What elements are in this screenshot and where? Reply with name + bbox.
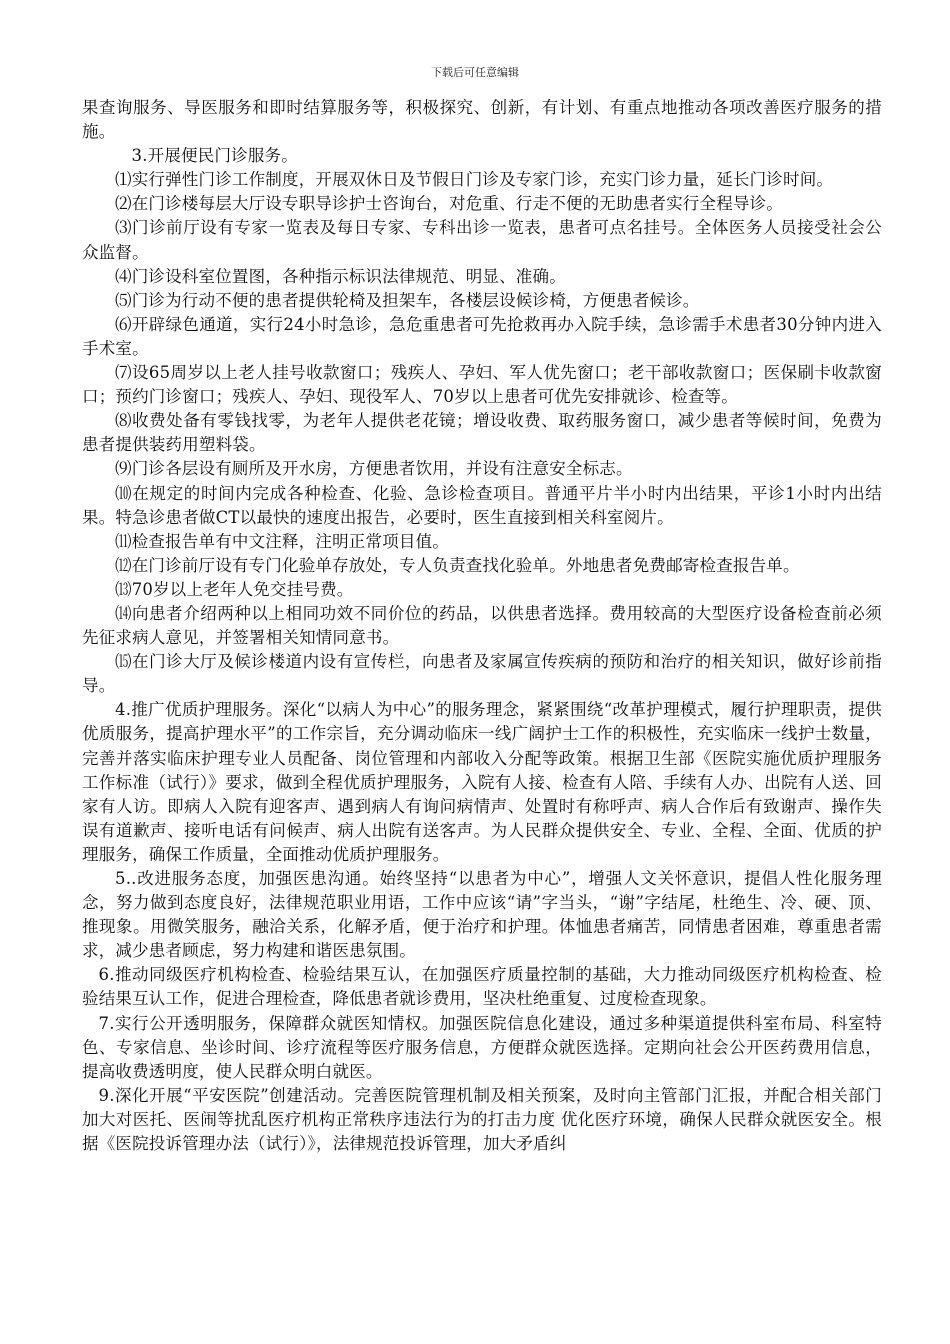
list-item: ⑿在门诊前厅设有专门化验单存放处，专人负责查找化验单。外地患者免费邮寄检查报告单。 [115, 555, 800, 575]
list-item: ⑶门诊前厅设有专家一览表及每日专家、专科出诊一览表，患者可点名挂号。全体医务人员接受社会公众监督。 [82, 218, 882, 262]
document-body [82, 96, 882, 1156]
list-item: ⑼门诊各层设有厕所及开水房，方便患者饮用，并设有注意安全标志。 [115, 459, 633, 479]
list-item: ⒀70岁以上老年人免交挂号费。 [115, 579, 354, 599]
section-paragraph: 6.推动同级医疗机构检查、检验结果互认，在加强医疗质量控制的基础，大力推动同级医疗机构检查、检验结果互认工作，促进合理检查，降低患者就诊费用，坚决杜绝重复、过度检查现象。 [82, 965, 882, 1009]
list-item: ⑽在规定的时间内完成各种检查、化验、急诊检查项目。普通平片半小时内出结果，平诊1小时内出结果。特急诊患者做CT以最快的速度出报告，必要时，医生直接到相关科室阅片。 [82, 483, 882, 527]
section-heading: 3.开展便民门诊服务。 [131, 146, 298, 166]
section-paragraph: 4.推广优质护理服务。深化“以病人为中心”的服务理念，紧紧围绕“改革护理模式，履行护理职责，提供优质服务，提高护理水平”的工作宗旨，充分调动临床一线广阔护士工作的积极性，充实临床一线护士数量，完善并落实临床护理专业人员配备、岗位管理和内部收入分配等政策。根据卫生部《医院实施优质护理服务工作标准（试行）》要求，做到全程优质护理服务，入院有人接、检查有人陪、手续有人办、出院有人送、回家有人访。即病人入院有迎客声、遇到病人有询问病情声、处置时有称呼声、病人合作后有致谢声、操作失误有道歉声、接听电话有问候声、病人出院有送客声。为人民群众提供安全、专业、全程、全面、优质的护理服务，确保工作质量，全面推动优质护理服务。 [82, 700, 882, 864]
list-item: ⒁向患者介绍两种以上相同功效不同价位的药品，以供患者选择。费用较高的大型医疗设备检查前必须先征求病人意见，并签署相关知情同意书。 [82, 603, 882, 648]
list-item: ⑷门诊设科室位置图，各种指示标识法律规范、明显、准确。 [115, 266, 566, 286]
list-item: ⒂在门诊大厅及候诊楼道内设有宣传栏，向患者及家属宣传疾病的预防和治疗的相关知识，做好诊前指导。 [82, 652, 882, 696]
section-paragraph: 9.深化开展“平安医院”创建活动。完善医院管理机制及相关预案，及时向主管部门汇报，并配合相关部门加大对医托、医闹等扰乱医疗机构正常秩序违法行为的打击力度 优化医疗环境，确保人民群众就医安全。根据《医院投诉管理办法（试行）》，法律规范投诉管理，加大矛盾纠 [82, 1085, 882, 1154]
section-paragraph: 5..改进服务态度，加强医患沟通。始终坚持“以患者为中心”，增强人文关怀意识，提倡人性化服务理念，努力做到态度良好，法律规范职业用语，工作中应该“请”字当头，“谢”字结尾，杜绝生、冷、硬、顶、推现象。用微笑服务，融洽关系，化解矛盾，便于治疗和护理。体恤患者痛苦，同情患者困难，尊重患者需求，减少患者顾虑，努力构建和谐医患氛围。 [82, 869, 882, 961]
section-paragraph: 7.实行公开透明服务，保障群众就医知情权。加强医院信息化建设，通过多种渠道提供科室布局、科室特色、专家信息、坐诊时间、诊疗流程等医疗服务信息，方便群众就医选择。定期向社会公开医药费用信息，提高收费透明度，使人民群众明白就医。 [82, 1013, 882, 1081]
paragraph: 果查询服务、导医服务和即时结算服务等，积极探究、创新，有计划、有重点地推动各项改善医疗服务的措施。 [82, 98, 882, 142]
list-item: ⑵在门诊楼每层大厅设专职导诊护士咨询台，对危重、行走不便的无助患者实行全程导诊。 [115, 194, 783, 214]
list-item: ⑹开辟绿色通道，实行24小时急诊，急危重患者可先抢救再办入院手续，急诊需手术患者30分钟内进入手术室。 [82, 314, 882, 358]
page-header: 下载后可任意编辑 [431, 66, 519, 79]
list-item: ⑻收费处备有零钱找零，为老年人提供老花镜；增设收费、取药服务窗口，减少患者等候时间，免费为患者提供装药用塑料袋。 [82, 411, 882, 455]
list-item: ⑸门诊为行动不便的患者提供轮椅及担架车，各楼层设候诊椅，方便患者候诊。 [115, 290, 700, 310]
list-item: ⑺设65周岁以上老人挂号收款窗口；残疾人、孕妇、军人优先窗口；老干部收款窗口；医保刷卡收款窗口；预约门诊窗口；残疾人、孕妇、现役军人、70岁以上患者可优先安排就诊、检查等。 [82, 363, 882, 407]
list-item: ⑾检查报告单有中文注释，注明正常项目值。 [115, 531, 449, 551]
list-item: ⑴实行弹性门诊工作制度，开展双休日及节假日门诊及专家门诊，充实门诊力量，延长门诊时间。 [115, 170, 834, 190]
